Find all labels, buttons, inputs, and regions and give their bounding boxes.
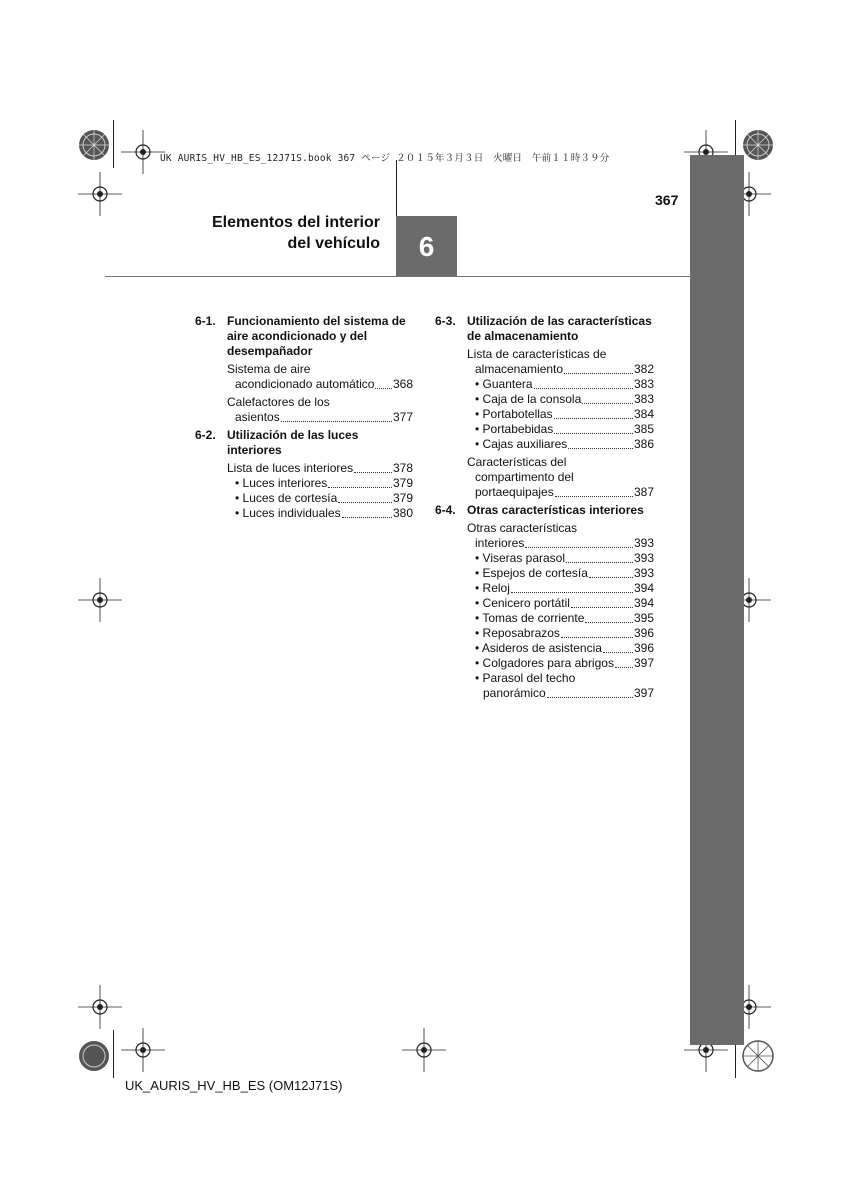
dot-leader bbox=[555, 496, 633, 497]
section-6-2-heading bbox=[195, 428, 413, 458]
toc-subentry[interactable] bbox=[435, 626, 654, 641]
crop-line bbox=[113, 120, 114, 168]
toc-subentry[interactable] bbox=[435, 581, 654, 596]
dot-leader bbox=[354, 472, 392, 473]
toc-entry-line: compartimento del bbox=[475, 470, 574, 484]
toc-page-number: 384 bbox=[633, 407, 654, 421]
toc-page-number: 383 bbox=[633, 392, 654, 406]
toc-page-number: 394 bbox=[633, 596, 654, 610]
dot-leader bbox=[582, 403, 633, 404]
dot-leader bbox=[603, 652, 633, 653]
toc-entry-line: Calefactores de los bbox=[227, 395, 330, 409]
dot-leader bbox=[554, 433, 633, 434]
toc-entry-line: Otras características bbox=[467, 521, 578, 535]
toc-entry-label: • Asideros de asistencia bbox=[475, 641, 602, 655]
book-header: UK AURIS_HV_HB_ES_12J71S.book 367 ページ ２０１５年３月３日 火曜日 午前１１時３９分 bbox=[160, 153, 610, 164]
dot-leader bbox=[589, 577, 633, 578]
toc-page-number: 393 bbox=[633, 566, 654, 580]
dot-leader bbox=[547, 697, 633, 698]
toc-page-number: 385 bbox=[633, 422, 654, 436]
toc-entry-label: • Reloj bbox=[475, 581, 510, 595]
dot-leader bbox=[511, 592, 633, 593]
toc-entry[interactable] bbox=[195, 410, 413, 425]
dot-leader bbox=[281, 421, 392, 422]
page-number: 367 bbox=[655, 192, 679, 208]
toc-subentry[interactable] bbox=[435, 422, 654, 437]
toc-entry-label: • Guantera bbox=[475, 377, 533, 391]
section-title: Utilización de las características de almacenamiento bbox=[467, 314, 652, 343]
dot-leader bbox=[534, 388, 633, 389]
toc-entry-label: • Colgadores para abrigos bbox=[475, 656, 614, 670]
toc-entry-label: portaequipajes bbox=[475, 485, 554, 499]
dot-leader bbox=[568, 448, 633, 449]
chapter-side-tab bbox=[690, 155, 744, 1045]
toc-entry-label: panorámico bbox=[483, 686, 546, 700]
dot-leader bbox=[342, 517, 392, 518]
section-number: 6-4. bbox=[435, 503, 456, 517]
toc-right-column bbox=[435, 314, 654, 701]
toc-page-number: 394 bbox=[633, 581, 654, 595]
section-number: 6-3. bbox=[435, 314, 456, 328]
section-6-1-heading bbox=[195, 314, 413, 359]
toc-page-number: 396 bbox=[633, 641, 654, 655]
toc-page-number: 397 bbox=[633, 686, 654, 700]
section-title: Utilización de las luces interiores bbox=[227, 428, 359, 457]
toc-subentry[interactable] bbox=[435, 551, 654, 566]
toc-entry-label: • Portabebidas bbox=[475, 422, 554, 436]
toc-subentry[interactable] bbox=[435, 686, 654, 701]
toc-subentry[interactable] bbox=[435, 641, 654, 656]
dot-leader bbox=[554, 418, 633, 419]
toc-page-number: 383 bbox=[633, 377, 654, 391]
dot-leader bbox=[375, 388, 392, 389]
toc-entry[interactable] bbox=[435, 536, 654, 551]
dot-leader bbox=[615, 667, 633, 668]
toc-entry-label: interiores bbox=[475, 536, 525, 550]
section-title: Funcionamiento del sistema de aire acondicionado y del desempañador bbox=[227, 314, 406, 358]
toc-entry-label: • Cajas auxiliares bbox=[475, 437, 568, 451]
toc-page-number: 386 bbox=[633, 437, 654, 451]
toc-entry-label: • Luces de cortesía bbox=[235, 491, 338, 505]
toc-page-number: 387 bbox=[633, 485, 654, 499]
toc-entry-label: • Viseras parasol bbox=[475, 551, 566, 565]
section-number: 6-1. bbox=[195, 314, 216, 328]
dot-leader bbox=[585, 622, 633, 623]
toc-page-number: 379 bbox=[392, 476, 413, 490]
toc-subentry[interactable] bbox=[435, 437, 654, 452]
toc-entry-line: Lista de características de bbox=[467, 347, 607, 361]
dot-leader bbox=[566, 562, 633, 563]
dot-leader bbox=[525, 547, 633, 548]
section-number: 6-2. bbox=[195, 428, 216, 442]
toc-entry-label: almacenamiento bbox=[475, 362, 564, 376]
toc-entry-label: • Luces interiores bbox=[235, 476, 328, 490]
section-title: Otras características interiores bbox=[467, 503, 644, 517]
toc-entry-label: • Espejos de cortesía bbox=[475, 566, 588, 580]
toc-subentry[interactable] bbox=[435, 407, 654, 422]
toc-subentry[interactable] bbox=[195, 491, 413, 506]
dot-leader bbox=[564, 373, 633, 374]
toc-subentry[interactable] bbox=[435, 392, 654, 407]
toc-page-number: 393 bbox=[633, 536, 654, 550]
toc-entry[interactable] bbox=[195, 377, 413, 392]
toc-entry-label: • Portabotellas bbox=[475, 407, 553, 421]
toc-page-number: 396 bbox=[633, 626, 654, 640]
toc-left-column bbox=[195, 314, 413, 521]
toc-subentry[interactable] bbox=[435, 656, 654, 671]
chapter-number-tab: 6 bbox=[396, 216, 457, 277]
toc-entry-label: asientos bbox=[235, 410, 280, 424]
toc-page-number: 380 bbox=[392, 506, 413, 520]
dot-leader bbox=[338, 502, 392, 503]
toc-entry-label: acondicionado automático bbox=[235, 377, 375, 391]
dot-leader bbox=[328, 487, 392, 488]
toc-entry-label: • Luces individuales bbox=[235, 506, 341, 520]
toc-entry-line: Características del bbox=[467, 455, 567, 469]
toc-page-number: 379 bbox=[392, 491, 413, 505]
toc-page-number: 368 bbox=[392, 377, 413, 391]
toc-page-number: 377 bbox=[392, 410, 413, 424]
toc-entry-label: • Reposabrazos bbox=[475, 626, 560, 640]
toc-page-number: 397 bbox=[633, 656, 654, 670]
toc-subentry[interactable] bbox=[435, 611, 654, 626]
toc-subentry[interactable] bbox=[195, 476, 413, 491]
chapter-title-line1: Elementos del interior bbox=[211, 214, 380, 231]
section-6-4-heading bbox=[435, 503, 654, 518]
footer-code: UK_AURIS_HV_HB_ES (OM12J71S) bbox=[125, 1078, 343, 1093]
toc-page-number: 393 bbox=[633, 551, 654, 565]
toc-subentry[interactable] bbox=[435, 596, 654, 611]
crop-line bbox=[113, 1030, 114, 1078]
toc-entry-line: • Parasol del techo bbox=[475, 671, 576, 685]
toc-entry[interactable] bbox=[195, 461, 413, 476]
toc-page-number: 382 bbox=[633, 362, 654, 376]
toc-subentry[interactable] bbox=[435, 377, 654, 392]
crop-line bbox=[396, 160, 397, 216]
toc-entry-label: • Cenicero portátil bbox=[475, 596, 570, 610]
toc-entry-label: • Caja de la consola bbox=[475, 392, 582, 406]
chapter-title bbox=[212, 212, 380, 254]
toc-page-number: 395 bbox=[633, 611, 654, 625]
chapter-title-line2: del vehículo bbox=[287, 235, 380, 252]
toc-subentry[interactable] bbox=[195, 506, 413, 521]
toc-entry-label: • Tomas de corriente bbox=[475, 611, 585, 625]
section-6-3-heading bbox=[435, 314, 654, 344]
toc-entry[interactable] bbox=[435, 362, 654, 377]
toc-entry-line: Sistema de aire bbox=[227, 362, 311, 376]
dot-leader bbox=[571, 607, 633, 608]
header-rule bbox=[105, 276, 693, 277]
toc-entry[interactable] bbox=[435, 485, 654, 500]
toc-subentry[interactable] bbox=[435, 566, 654, 581]
toc-page-number: 378 bbox=[392, 461, 413, 475]
dot-leader bbox=[561, 637, 633, 638]
toc-entry-label: Lista de luces interiores bbox=[227, 461, 354, 475]
